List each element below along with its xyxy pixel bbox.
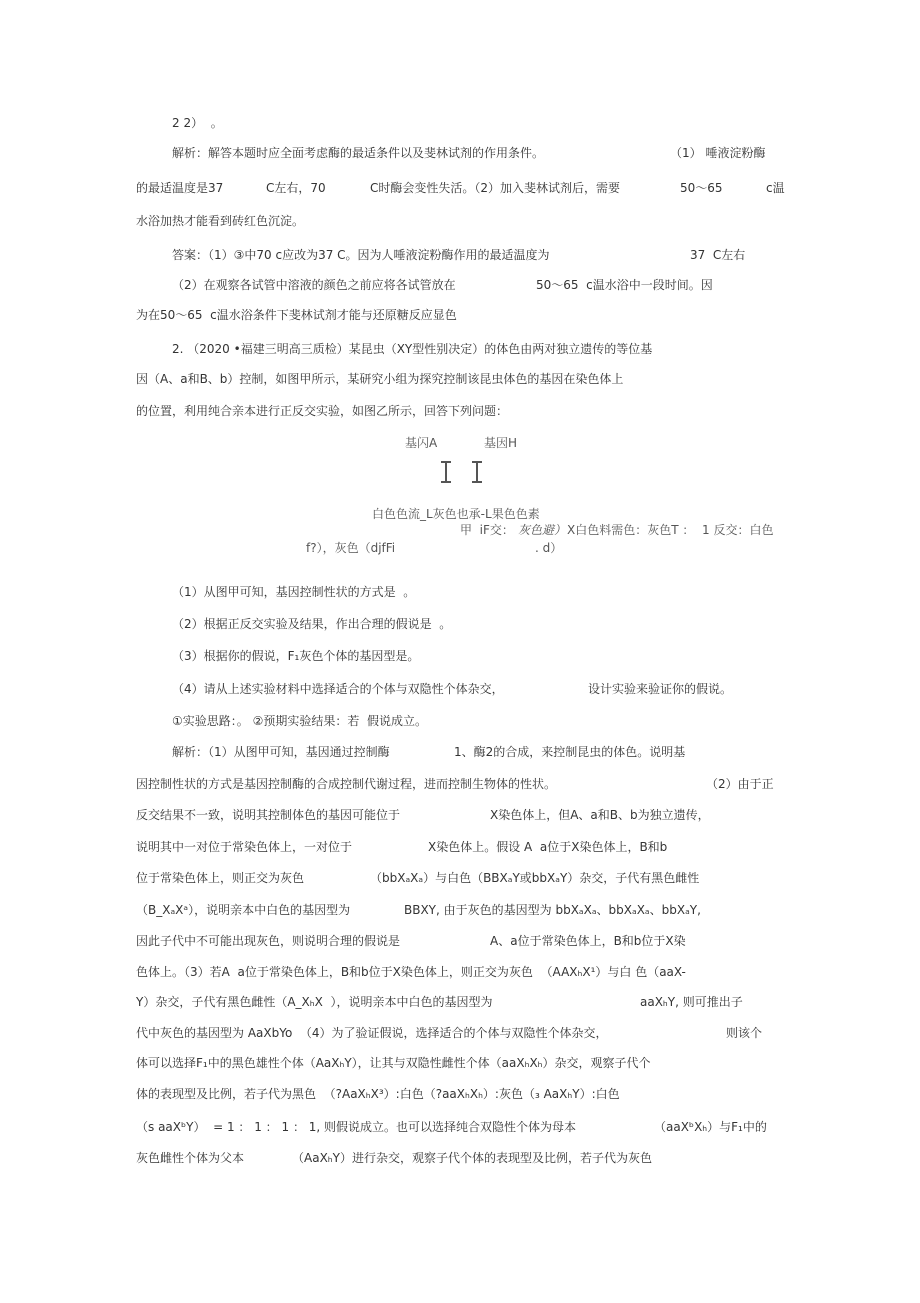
cross-label: 甲 iF交： — [460, 523, 514, 537]
analysis-line: 解析：解答本题时应全面考虑酶的最适条件以及斐林试剂的作用条件。 — [172, 146, 545, 160]
analysis-line: （s aaXᵇY） = 1 ： 1 ： 1 ： 1, 则假说成立。也可以选择纯合双隐性个体为母本 — [136, 1120, 577, 1134]
question-line: （1）从图甲可知，基因控制性状的方式是 。 — [172, 585, 416, 599]
analysis-line: 灰色雌性个体为父本 — [136, 1151, 245, 1165]
question-line: 设计实验来验证你的假说。 — [588, 682, 733, 696]
analysis-line: 体的表现型及比例，若子代为黑色 （?AaXₕX³）:白色（?aaXₕXₕ）:灰色（₃ AaXₕY）:白色 — [136, 1087, 620, 1101]
analysis-line: （B_XₐXᵃ），说明亲本中白色的基因型为 — [136, 903, 351, 917]
analysis-line: 色体上。（3）若A a位于常染色体上，B和b位于X染色体上，则正交为灰色 （AAXₕX¹）与白 色（aaX- — [136, 965, 686, 979]
analysis-line: 的最适温度是37 — [136, 181, 224, 195]
question-line: ①实验思路：。 ②预期实验结果：若 假说成立。 — [172, 714, 427, 728]
answer-line: 50～65 c温水浴中一段时间。因 — [536, 278, 713, 292]
question-line: （2）根据正反交实验及结果，作出合理的假说是 。 — [172, 617, 452, 631]
analysis-line: （AaXₕY）进行杂交，观察子代个体的表现型及比例，若子代为灰色 — [292, 1151, 652, 1165]
question-line: 2. （2020 •福建三明高三质检）某昆虫（XY型性别决定）的体色由两对独立遗传的等位基 — [172, 342, 653, 356]
analysis-line: 1、酶2的合成，来控制昆虫的体色。说明基 — [454, 745, 686, 759]
question-line: （3）根据你的假说，F₁灰色个体的基因型是。 — [172, 649, 420, 663]
arrow-icon — [441, 461, 451, 483]
gene-a-label: 基闪A — [405, 436, 438, 450]
cross-label: 灰色避） — [518, 523, 567, 537]
analysis-line: 说明其中一对位于常染色体上，一对位于 — [136, 840, 353, 854]
text-line: 2 2） 。 — [172, 116, 223, 130]
question-line: 因（A、a和B、b）控制，如图甲所示，某研究小组为探究控制该昆虫体色的基因在染色体上 — [136, 372, 624, 386]
analysis-line: 解析：（1）从图甲可知，基因通过控制酶 — [172, 745, 390, 759]
analysis-line: A、a位于常染色体上，B和b位于X染 — [490, 934, 686, 948]
answer-line: 37 C左右 — [690, 248, 746, 262]
cross-label: . d） — [535, 541, 563, 555]
analysis-line: X染色体上，但A、a和B、b为独立遗传， — [490, 808, 710, 822]
analysis-line: 代中灰色的基因型为 AaXbYo （4）为了验证假说，选择适合的个体与双隐性个体杂交， — [136, 1026, 608, 1040]
analysis-line: 则该个 — [726, 1026, 763, 1040]
analysis-line: （1） 唾液淀粉酶 — [670, 146, 766, 160]
pathway-label: 白色色流_L灰色也承-L果色色素 — [372, 507, 540, 521]
question-line: 的位置，利用纯合亲本进行正反交实验，如图乙所示，回答下列问题： — [136, 404, 509, 418]
analysis-line: 水浴加热才能看到砖红色沉淀。 — [136, 214, 305, 228]
answer-line: （2）在观察各试管中溶液的颜色之前应将各试管放在 — [172, 278, 456, 292]
analysis-line: c温 — [766, 181, 785, 195]
analysis-line: Y）杂交，子代有黑色雌性（A_XₕX ），说明亲本中白色的基因型为 — [136, 995, 493, 1009]
gene-b-label: 基因H — [484, 436, 518, 450]
analysis-line: 反交结果不一致，说明其控制体色的基因可能位于 — [136, 808, 401, 822]
analysis-line: C左右，70 — [266, 181, 326, 195]
analysis-line: 体可以选择F₁中的黑色雄性个体（AaXₕY），让其与双隐性雌性个体（aaXₕXₕ）杂交，观察子代个 — [136, 1056, 651, 1070]
analysis-line: aaXₕY, 则可推出子 — [640, 995, 743, 1009]
analysis-line: （2）由于正 — [706, 777, 774, 791]
cross-label: X白色料需色：灰色T ： 1 反交：白色 — [567, 523, 774, 537]
analysis-line: 位于常染色体上，则正交为灰色 — [136, 871, 305, 885]
analysis-line: 因控制性状的方式是基因控制酶的合成控制代谢过程，进而控制生物体的性状。 — [136, 777, 557, 791]
analysis-line: 因此子代中不可能出现灰色，则说明合理的假说是 — [136, 934, 401, 948]
question-line: （4）请从上述实验材料中选择适合的个体与双隐性个体杂交， — [172, 682, 504, 696]
analysis-line: BBXY, 由于灰色的基因型为 bbXₐXₐ、bbXₐXₐ、bbXₐY, — [404, 903, 701, 917]
analysis-line: C时酶会变性失活。（2）加入斐林试剂后，需要 — [370, 181, 621, 195]
analysis-line: （bbXₐXₐ）与白色（BBXₐY或bbXₐY）杂交，子代有黑色雌性 — [370, 871, 700, 885]
answer-line: 答案：（1）③中70 c应改为37 C。因为人唾液淀粉酶作用的最适温度为 — [172, 248, 550, 262]
arrow-icon — [472, 461, 482, 483]
answer-line: 为在50～65 c温水浴条件下斐林试剂才能与还原糖反应显色 — [136, 308, 457, 322]
analysis-line: （aaXᵇXₕ）与F₁中的 — [654, 1120, 767, 1134]
analysis-line: 50～65 — [680, 181, 723, 195]
analysis-line: X染色体上。假设 A a位于X染色体上，B和b — [428, 840, 668, 854]
cross-label: f?），灰色（djfFi — [306, 541, 396, 555]
